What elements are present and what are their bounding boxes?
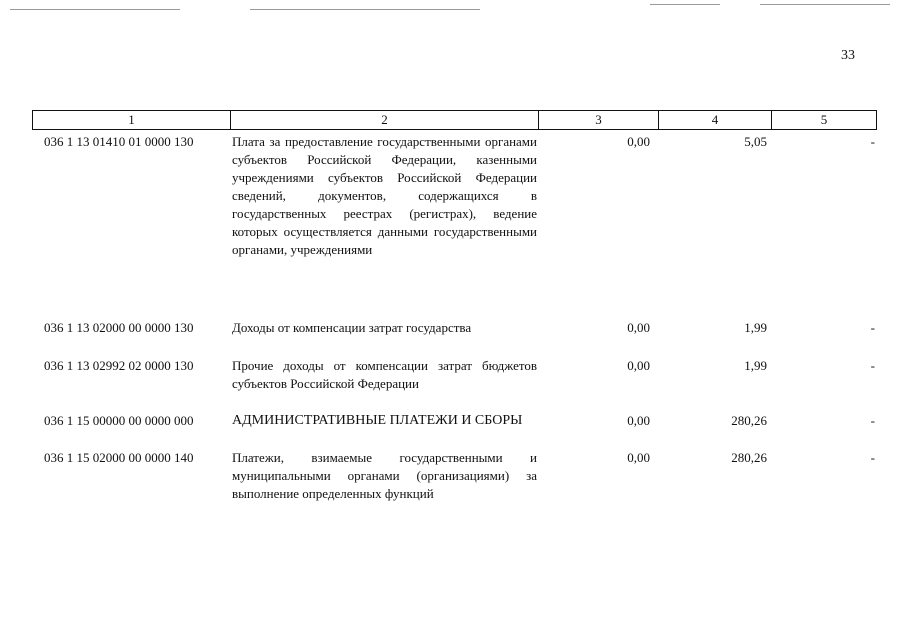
scan-artifact: [250, 9, 480, 10]
value-col-5: -: [870, 320, 875, 335]
value-col-5: -: [870, 413, 875, 428]
scan-artifact: [760, 4, 890, 5]
row-description: Платежи, взимаемые государственными и муниципальными органами (организациями) за выполнение определенных функций: [232, 450, 537, 501]
table-row: [32, 357, 877, 412]
value-col-5: -: [870, 450, 875, 465]
value-col-3: 0,00: [627, 358, 650, 373]
budget-code: 036 1 13 01410 01 0000 130: [44, 134, 194, 149]
budget-code: 036 1 13 02000 00 0000 130: [44, 320, 194, 335]
column-header-4: 4: [658, 111, 771, 129]
budget-code: 036 1 15 02000 00 0000 140: [44, 450, 194, 465]
table-row: [32, 412, 877, 449]
value-col-3: 0,00: [627, 413, 650, 428]
value-col-3: 0,00: [627, 450, 650, 465]
value-col-5: -: [870, 358, 875, 373]
page-number: 33: [841, 48, 855, 63]
value-col-4: 280,26: [731, 413, 767, 428]
row-description: АДМИНИСТРАТИВНЫЕ ПЛАТЕЖИ И СБОРЫ: [232, 413, 523, 428]
scan-artifact: [10, 9, 180, 10]
column-header-1: 1: [128, 112, 135, 127]
budget-code: 036 1 13 02992 02 0000 130: [44, 358, 194, 373]
row-description: Доходы от компенсации затрат государства: [232, 320, 472, 335]
value-col-4: 1,99: [744, 358, 767, 373]
table-row: [32, 319, 877, 357]
column-header-5: 5: [771, 111, 876, 129]
value-col-5: -: [870, 134, 875, 149]
table-header-row: [32, 110, 877, 130]
value-col-4: 1,99: [744, 320, 767, 335]
column-header-3: 3: [538, 111, 658, 129]
row-description: Плата за предоставление государственными органами субъектов Российской Федерации, казенными учреждениями субъектов Российской Федерации сведений, документов, содержащихся в государственных реестрах (регистрах), ведение которых осуществляется данными государственными органами, учреждениями: [232, 134, 537, 257]
table-row: [32, 449, 877, 509]
column-header-2: 2: [230, 111, 538, 129]
scan-artifact: [650, 4, 720, 5]
budget-code: 036 1 15 00000 00 0000 000: [44, 413, 194, 428]
value-col-3: 0,00: [627, 320, 650, 335]
value-col-4: 5,05: [744, 134, 767, 149]
revenue-table: [32, 110, 877, 509]
table-row: [32, 133, 877, 319]
row-description: Прочие доходы от компенсации затрат бюджетов субъектов Российской Федерации: [232, 358, 537, 391]
value-col-3: 0,00: [627, 134, 650, 149]
value-col-4: 280,26: [731, 450, 767, 465]
